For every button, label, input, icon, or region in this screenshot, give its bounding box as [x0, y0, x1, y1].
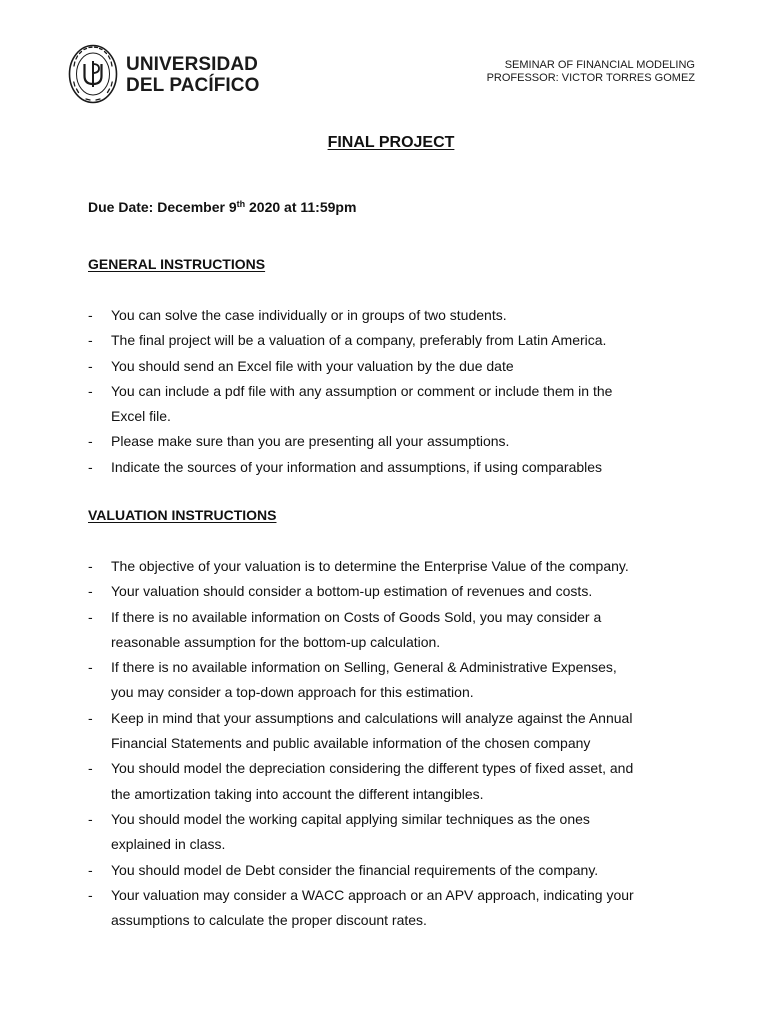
list-item-text: Keep in mind that your assumptions and calculations will analyze against the Annual	[111, 709, 633, 726]
due-date-prefix: Due Date: December 9	[88, 199, 237, 215]
list-item-text: If there is no available information on Costs of Goods Sold, you may consider a	[111, 608, 602, 625]
list-item	[88, 429, 708, 454]
bullet-dash: -	[88, 861, 93, 878]
list-item-text: You should send an Excel file with your valuation by the due date	[111, 357, 514, 374]
list-item-text: You should model de Debt consider the financial requirements of the company.	[111, 861, 599, 878]
list-item-text: You can include a pdf file with any assumption or comment or include them in the	[111, 382, 613, 399]
list-item	[88, 354, 708, 379]
list-item	[88, 756, 708, 807]
list-item-text: assumptions to calculate the proper discount rates.	[111, 912, 427, 929]
bullet-dash: -	[88, 558, 93, 574]
valuation-instructions-heading: VALUATION INSTRUCTIONS	[88, 507, 277, 523]
list-item-text: You should model the depreciation considering the different types of fixed asset, and	[111, 760, 634, 777]
list-item	[88, 455, 708, 480]
list-item	[88, 655, 708, 706]
list-item	[88, 605, 708, 656]
professor-name: PROFESSOR: VICTOR TORRES GOMEZ	[486, 72, 695, 84]
list-item	[88, 858, 708, 883]
list-item-text: Your valuation may consider a WACC approach or an APV approach, indicating your	[111, 886, 634, 903]
bullet-dash: -	[88, 810, 93, 827]
bullet-dash: -	[88, 659, 93, 676]
list-item-text: reasonable assumption for the bottom-up calculation.	[111, 633, 441, 650]
course-name: SEMINAR OF FINANCIAL MODELING	[504, 59, 695, 71]
bullet-dash: -	[88, 583, 93, 600]
list-item-text: If there is no available information on Selling, General & Administrative Expenses,	[111, 659, 617, 676]
list-item	[88, 303, 708, 328]
university-name-line2: DEL PACÍFICO	[126, 75, 260, 96]
bullet-dash: -	[88, 760, 93, 777]
list-item	[88, 807, 708, 858]
list-item-text: Your valuation should consider a bottom-up estimation of revenues and costs.	[111, 583, 593, 600]
list-item	[88, 706, 708, 757]
list-item-text: you may consider a top-down approach for this estimation.	[111, 684, 474, 701]
list-item-text: Financial Statements and public available information of the chosen company	[111, 735, 591, 752]
page-title: FINAL PROJECT	[327, 134, 455, 151]
university-seal-logo	[68, 44, 118, 104]
bullet-dash: -	[88, 332, 93, 349]
list-item	[88, 554, 708, 579]
list-item	[88, 379, 708, 430]
general-instructions-heading: GENERAL INSTRUCTIONS	[88, 256, 266, 272]
bullet-dash: -	[88, 709, 93, 726]
list-item-text: Excel file.	[111, 408, 171, 425]
university-name-line1: UNIVERSIDAD	[126, 54, 259, 75]
list-item-text: explained in class.	[111, 836, 226, 853]
course-info	[487, 59, 695, 85]
university-name	[126, 54, 260, 96]
bullet-dash: -	[88, 307, 93, 323]
list-item	[88, 883, 708, 934]
general-instructions-list	[88, 303, 708, 480]
list-item	[88, 579, 708, 604]
list-item-text: The objective of your valuation is to determine the Enterprise Value of the company.	[111, 558, 629, 574]
list-item-text: Indicate the sources of your information and assumptions, if using comparables	[111, 458, 603, 475]
valuation-instructions-list	[88, 554, 708, 933]
list-item-text: The final project will be a valuation of a company, preferably from Latin America.	[111, 332, 607, 349]
due-date	[88, 199, 356, 215]
bullet-dash: -	[88, 458, 93, 475]
list-item-text: You should model the working capital applying similar techniques as the ones	[111, 810, 590, 827]
list-item-text: Please make sure than you are presenting all your assumptions.	[111, 433, 510, 450]
bullet-dash: -	[88, 886, 93, 903]
due-date-ordinal: th	[236, 199, 246, 209]
list-item-text: You can solve the case individually or in groups of two students.	[111, 307, 507, 323]
bullet-dash: -	[88, 608, 93, 625]
bullet-dash: -	[88, 357, 93, 374]
list-item-text: the amortization taking into account the different intangibles.	[111, 785, 484, 802]
bullet-dash: -	[88, 433, 93, 450]
bullet-dash: -	[88, 382, 93, 399]
due-date-rest: 2020 at 11:59pm	[245, 199, 357, 215]
list-item	[88, 328, 708, 353]
